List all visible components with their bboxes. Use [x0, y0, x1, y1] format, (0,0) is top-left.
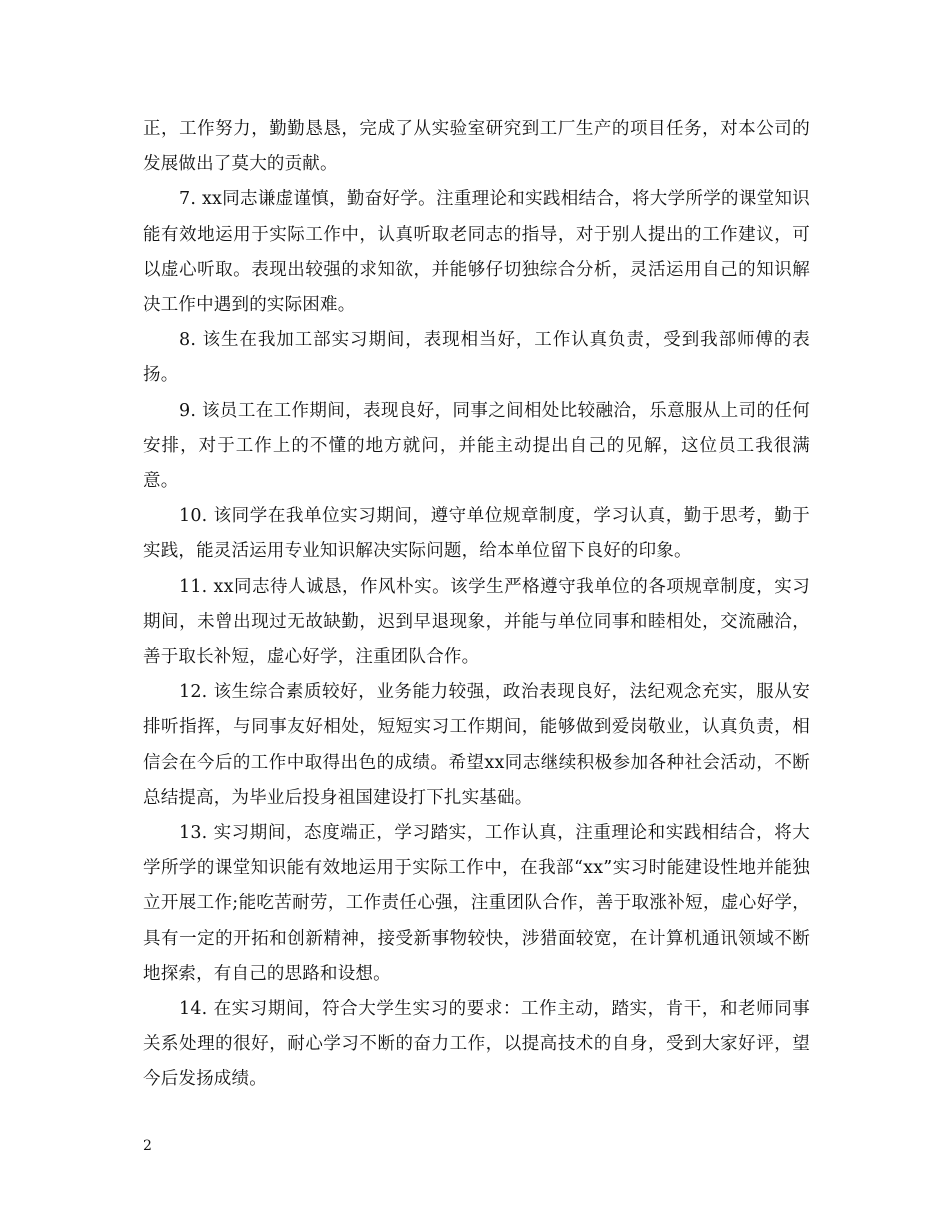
paragraph-item-10: 10. 该同学在我单位实习期间，遵守单位规章制度，学习认真，勤于思考，勤于实践，能灵活运用专业知识解决实际问题，给本单位留下良好的印象。 [143, 506, 810, 562]
paragraph-continuation: 正，工作努力，勤勤恳恳，完成了从实验室研究到工厂生产的项目任务，对本公司的发展做出了莫大的贡献。 [143, 119, 810, 175]
paragraph-item-11: 11. xx同志待人诚恳，作风朴实。该学生严格遵守我单位的各项规章制度，实习期间，未曾出现过无故缺勤，迟到早退现象，并能与单位同事和睦相处，交流融洽，善于取长补短，虚心好学，注重团队合作。 [143, 576, 810, 668]
paragraph-item-9: 9. 该员工在工作期间，表现良好，同事之间相处比较融洽，乐意服从上司的任何安排，对于工作上的不懂的地方就问，并能主动提出自己的见解，这位员工我很满意。 [143, 400, 810, 492]
document-body [143, 112, 810, 1098]
page-number: 2 [143, 1138, 152, 1154]
paragraph-item-8: 8. 该生在我加工部实习期间，表现相当好，工作认真负责，受到我部师傅的表扬。 [143, 330, 810, 386]
paragraph-item-7: 7. xx同志谦虚谨慎，勤奋好学。注重理论和实践相结合，将大学所学的课堂知识能有效地运用于实际工作中，认真听取老同志的指导，对于别人提出的工作建议，可以虚心听取。表现出较强的求知欲，并能够仔切独综合分析，灵活运用自己的知识解决工作中遇到的实际困难。 [143, 189, 810, 316]
paragraph-item-13: 13. 实习期间，态度端正，学习踏实，工作认真，注重理论和实践相结合，将大学所学的课堂知识能有效地运用于实际工作中，在我部“xx”实习时能建设性地并能独立开展工作;能吃苦耐劳，工作责任心强，注重团队合作，善于取涨补短，虚心好学，具有一定的开拓和创新精神，接受新事物较快，涉猎面较宽，在计算机通讯领域不断地探索，有自己的思路和设想。 [143, 823, 810, 984]
paragraph-item-14: 14. 在实习期间，符合大学生实习的要求：工作主动，踏实，肯干，和老师同事关系处理的很好，耐心学习不断的奋力工作，以提高技术的自身，受到大家好评，望今后发扬成绩。 [143, 999, 810, 1090]
paragraph-item-12: 12. 该生综合素质较好，业务能力较强，政治表现良好，法纪观念充实，服从安排听指挥，与同事友好相处，短短实习工作期间，能够做到爱岗敬业，认真负责，相信会在今后的工作中取得出色的成绩。希望xx同志继续积极参加各种社会活动，不断总结提高，为毕业后投身祖国建设打下扎实基础。 [143, 682, 810, 808]
